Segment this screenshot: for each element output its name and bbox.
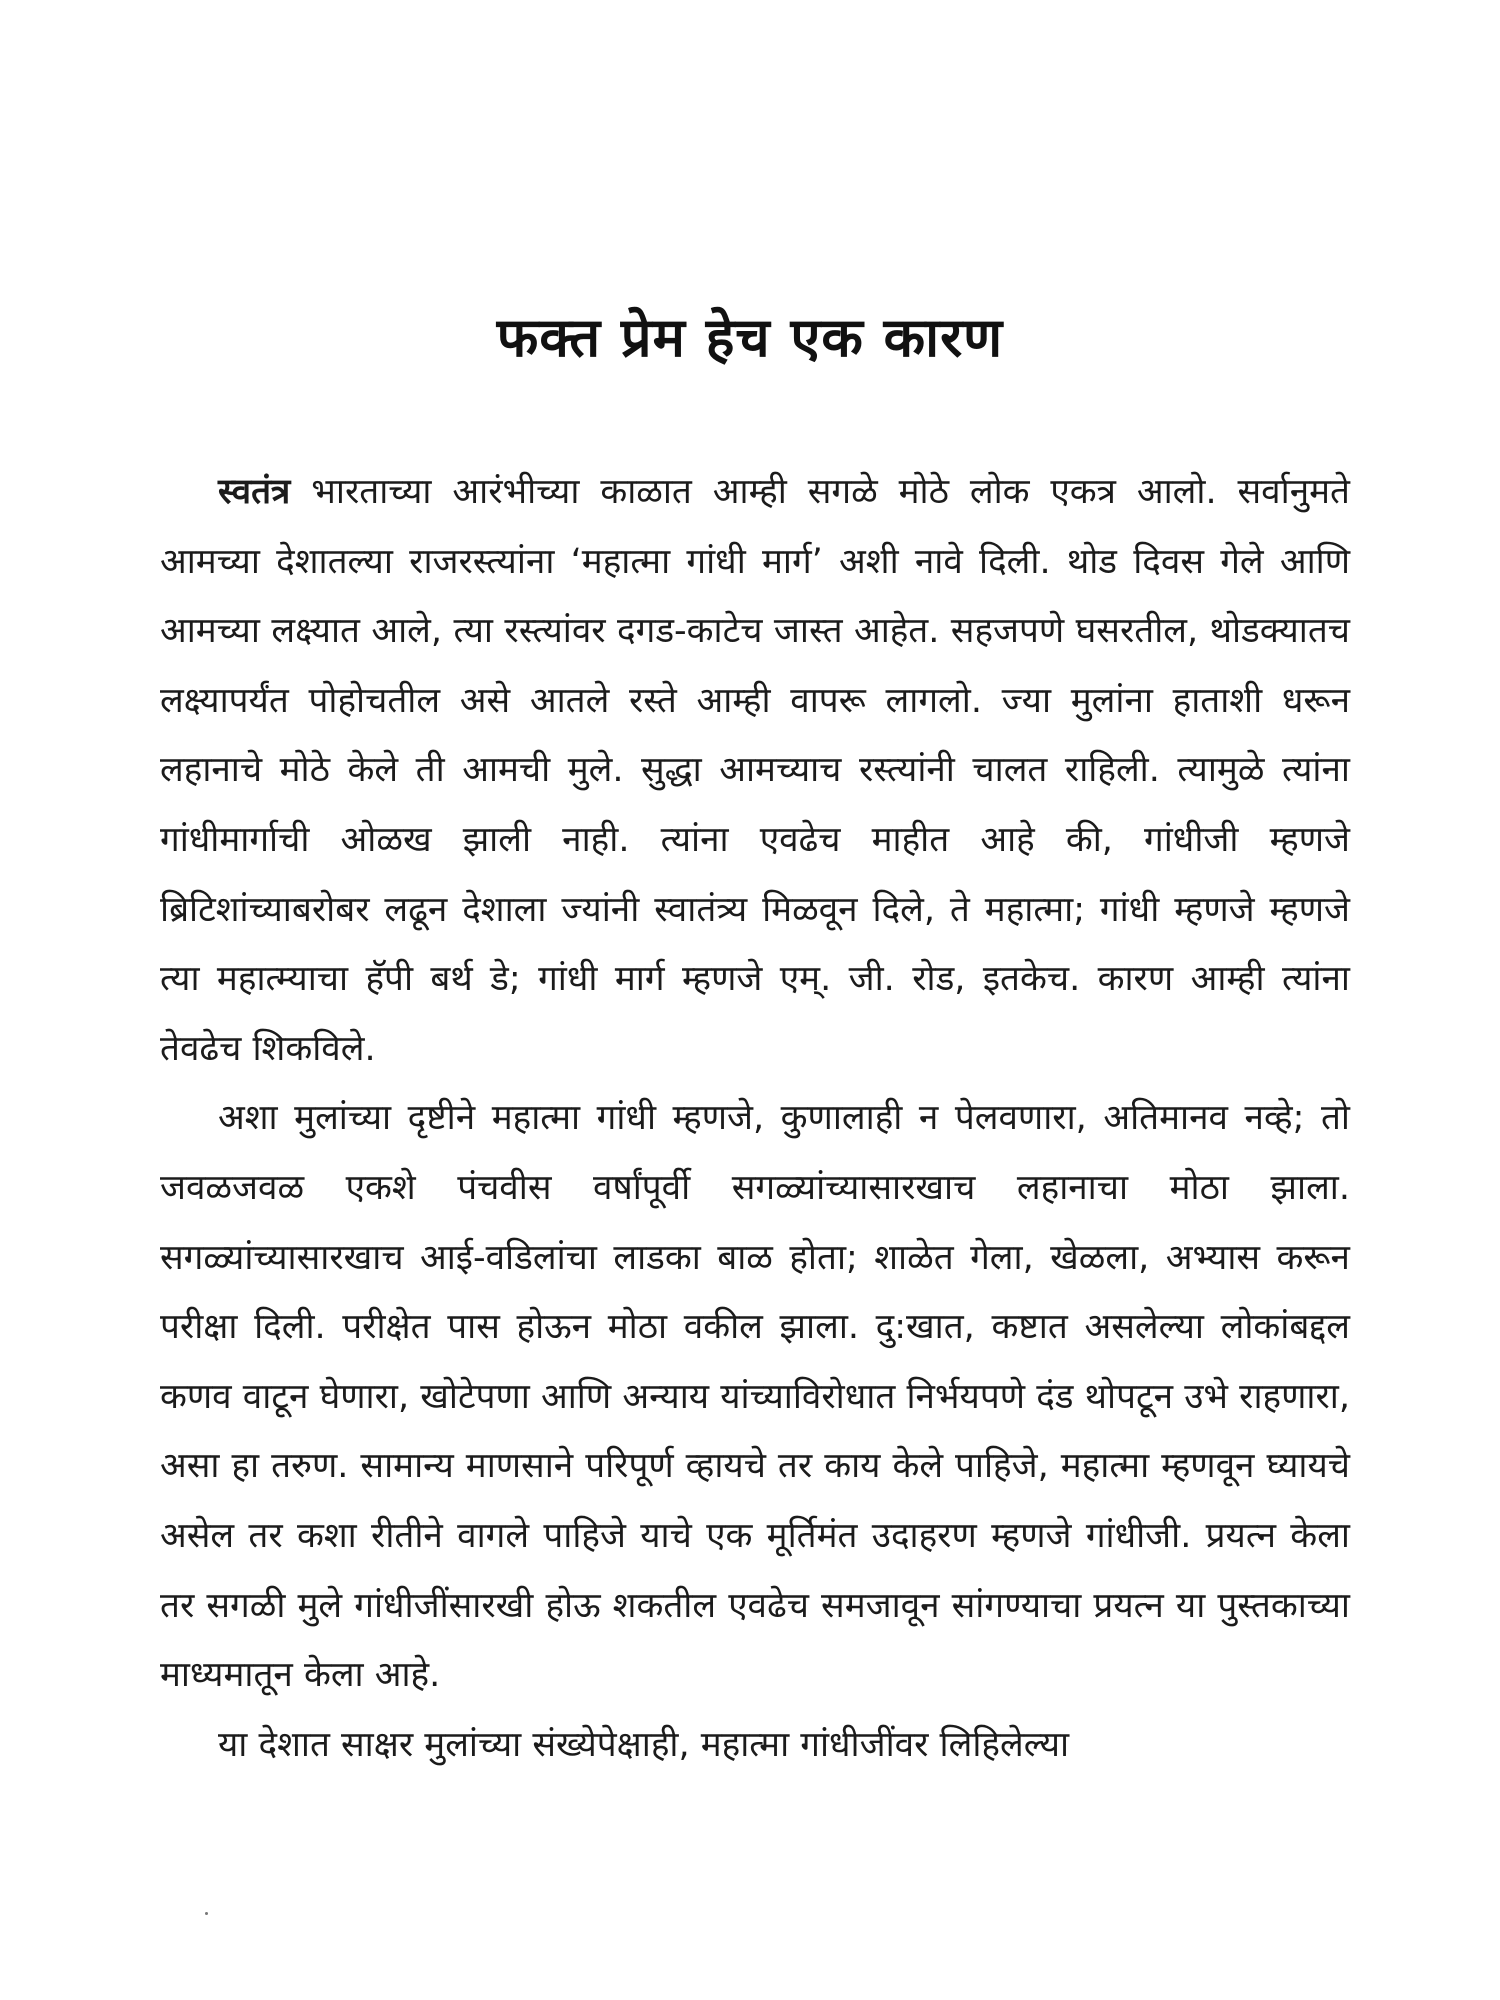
- chapter-title: फक्त प्रेम हेच एक कारण: [496, 306, 1004, 370]
- paragraph-text: या देशात साक्षर मुलांच्या संख्येपेक्षाही, महात्मा गांधीजींवर लिहिलेल्या: [218, 1724, 1070, 1765]
- chapter-body: [160, 458, 1350, 1780]
- paragraph-text: भारताच्या आरंभीच्या काळात आम्ही सगळे मोठे लोक एकत्र आलो. सर्वानुमते आमच्या देशातल्या राजरस्त्यांना ‘महात्मा गांधी मार्ग’ अशी नावे दिली. थोड दिवस गेले आणि आमच्या लक्ष्यात आले, त्या रस्त्यांवर दगड-काटेच जास्त आहेत. सहजपणे घसरतील, थोडक्यातच लक्ष्यापर्यंत पोहोचतील असे आतले रस्ते आम्ही वापरू लागलो. ज्या मुलांना हाताशी धरून लहानाचे मोठे केले ती आमची मुले. सुद्धा आमच्याच रस्त्यांनी चालत राहिली. त्यामुळे त्यांना गांधीमार्गाची ओळख झाली नाही. त्यांना एवढेच माहीत आहे की, गांधीजी म्हणजे ब्रिटिशांच्याबरोबर लढून देशाला ज्यांनी स्वातंत्र्य मिळवून दिले, ते महात्मा; गांधी म्हणजे म्हणजे त्या महात्म्याचा हॅपी बर्थ डे; गांधी मार्ग म्हणजे एम्. जी. रोड, इतकेच. कारण आम्ही त्यांना तेवढेच शिकविले.: [160, 472, 1350, 1069]
- scan-speck: [205, 1912, 208, 1915]
- paragraph-lead-word: स्वतंत्र: [218, 472, 291, 512]
- paragraph-1: [160, 458, 1350, 1084]
- paragraph-3: [160, 1711, 1350, 1781]
- paragraph-text: अशा मुलांच्या दृष्टीने महात्मा गांधी म्हणजे, कुणालाही न पेलवणारा, अतिमानव नव्हे; तो जवळजवळ एकशे पंचवीस वर्षांपूर्वी सगळ्यांच्यासारखाच लहानाचा मोठा झाला. सगळ्यांच्यासारखाच आई-वडिलांचा लाडका बाळ होता; शाळेत गेला, खेळला, अभ्यास करून परीक्षा दिली. परीक्षेत पास होऊन मोठा वकील झाला. दु:खात, कष्टात असलेल्या लोकांबद्दल कणव वाटून घेणारा, खोटेपणा आणि अन्याय यांच्याविरोधात निर्भयपणे दंड थोपटून उभे राहणारा, असा हा तरुण. सामान्य माणसाने परिपूर्ण व्हायचे तर काय केले पाहिजे, महात्मा म्हणवून घ्यायचे असेल तर कशा रीतीने वागले पाहिजे याचे एक मूर्तिमंत उदाहरण म्हणजे गांधीजी. प्रयत्न केला तर सगळी मुले गांधीजींसारखी होऊ शकतील एवढेच समजावून सांगण्याचा प्रयत्न या पुस्तकाच्या माध्यमातून केला आहे.: [160, 1098, 1350, 1696]
- paragraph-2: [160, 1084, 1350, 1710]
